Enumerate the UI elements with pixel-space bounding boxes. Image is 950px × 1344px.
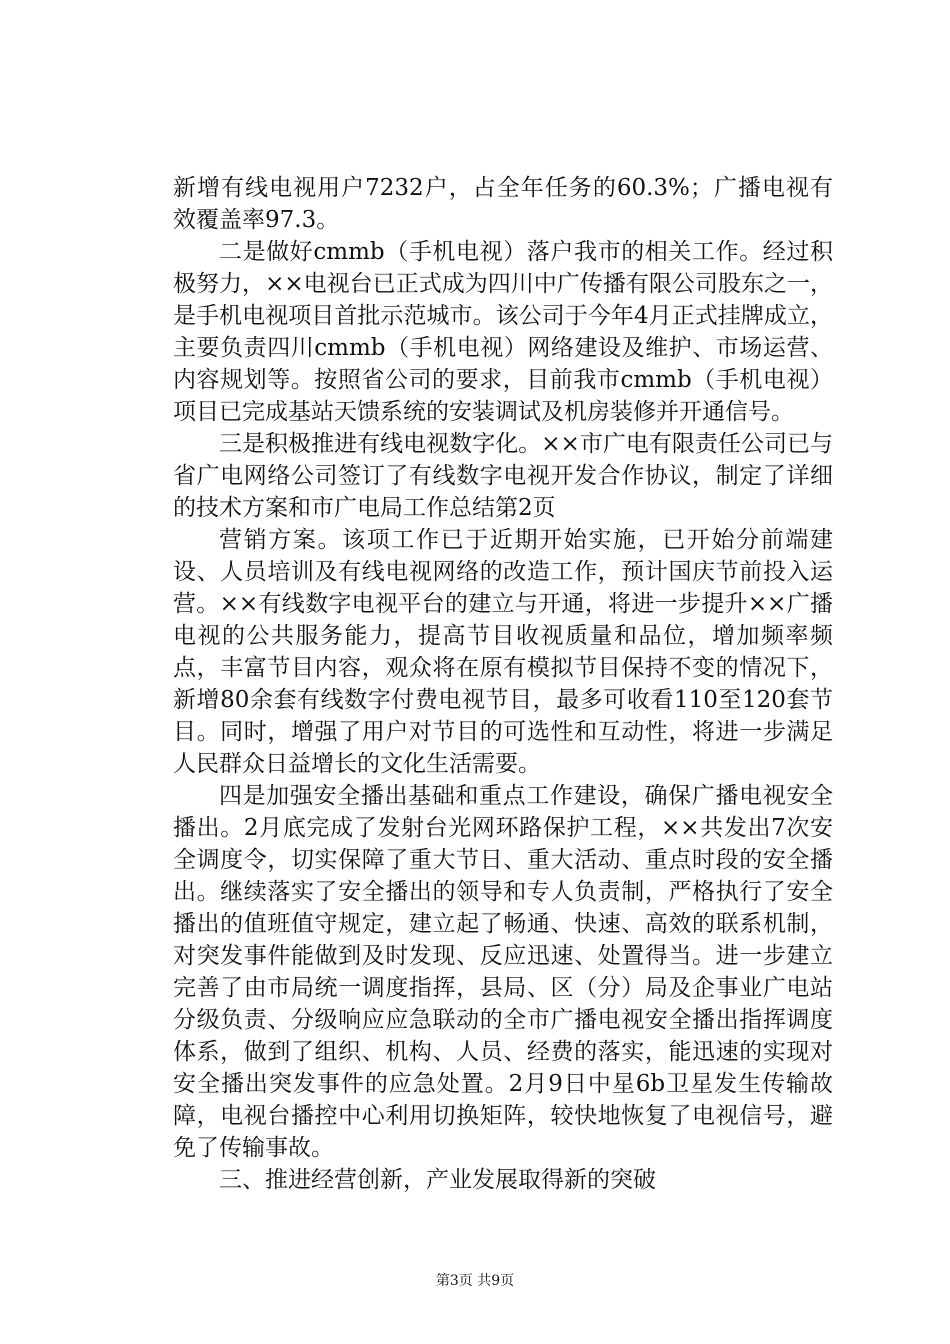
paragraph-4: 营销方案。该项工作已于近期开始实施，已开始分前端建设、人员培训及有线电视网络的改造工作，预计国庆节前投入运营。××有线数字电视平台的建立与开通，将进一步提升××广播电视的公共服务能力，提高节目收视质量和品位，增加频率频点，丰富节目内容，观众将在原有模拟节目保持不变的情况下，新增80余套有线数字付费电视节目，最多可收看110至120套节目。同时，增强了用户对节目的可选性和互动性，将进一步满足人民群众日益增长的文化生活需要。: [173, 527, 833, 777]
section-heading: 三、推进经营创新，产业发展取得新的突破: [219, 1167, 656, 1193]
paragraph-2: 二是做好cmmb（手机电视）落户我市的相关工作。经过积极努力，××电视台已正式成为四川中广传播有限公司股东之一，是手机电视项目首批示范城市。该公司于今年4月正式挂牌成立，主要负责四川cmmb（手机电视）网络建设及维护、市场运营、内容规划等。按照省公司的要求，目前我市cmmb（手机电视）项目已完成基站天馈系统的安装调试及机房装修并开通信号。: [173, 239, 833, 425]
document-body: [173, 172, 833, 1196]
paragraph-1: 新增有线电视用户7232户，占全年任务的60.3%；广播电视有效覆盖率97.3。: [173, 175, 833, 233]
paragraph-3: 三是积极推进有线电视数字化。××市广电有限责任公司已与省广电网络公司签订了有线数字电视开发合作协议，制定了详细的技术方案和市广电局工作总结第2页: [173, 431, 833, 521]
page-footer: 第3页 共9页: [435, 1273, 515, 1289]
paragraph-5: 四是加强安全播出基础和重点工作建设，确保广播电视安全播出。2月底完成了发射台光网环路保护工程，××共发出7次安全调度令，切实保障了重大节日、重大活动、重点时段的安全播出。继续落实了安全播出的领导和专人负责制，严格执行了安全播出的值班值守规定，建立起了畅通、快速、高效的联系机制，对突发事件能做到及时发现、反应迅速、处置得当。进一步建立完善了由市局统一调度指挥，县局、区（分）局及企事业广电站分级负责、分级响应应急联动的全市广播电视安全播出指挥调度体系，做到了组织、机构、人员、经费的落实，能迅速的实现对安全播出突发事件的应急处置。2月9日中星6b卫星发生传输故障，电视台播控中心利用切换矩阵，较快地恢复了电视信号，避免了传输事故。: [173, 783, 833, 1161]
